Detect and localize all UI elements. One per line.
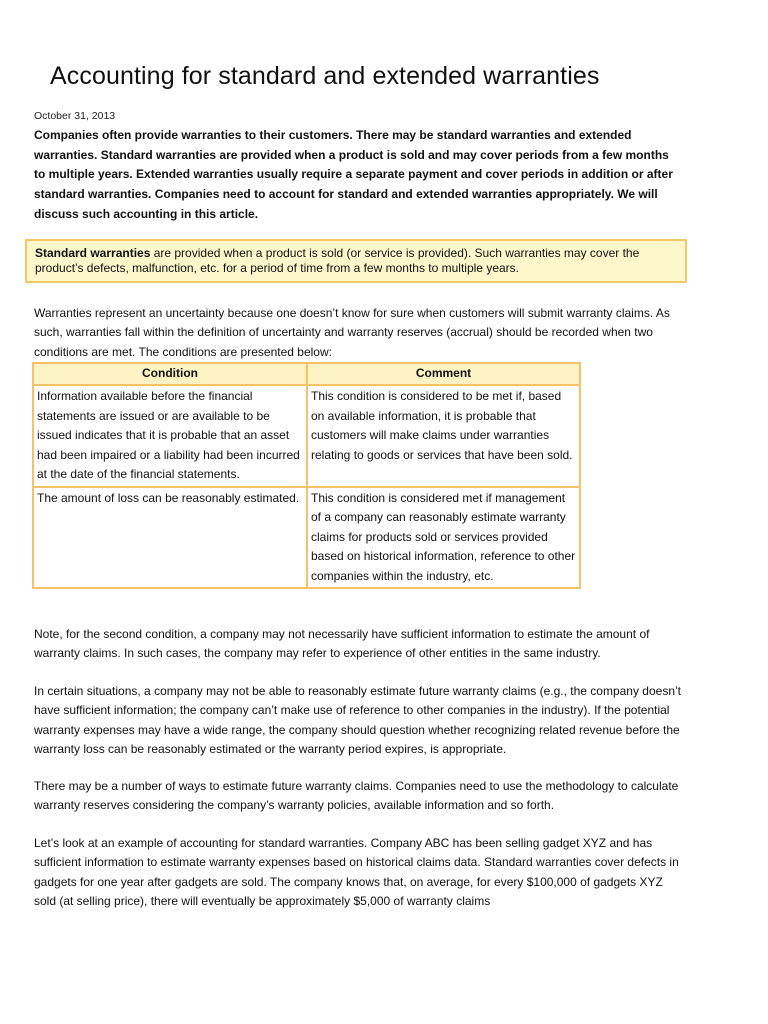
paragraph-uncertainty: Warranties represent an uncertainty because one doesn’t know for sure when customers will submit warranty claims. As such, warranties fall within the definition of uncertainty and warranty reserves (accrual) should be recorded when two conditions are met. The conditions are presented below: xyxy=(34,306,670,359)
paragraph-example: Let’s look at an example of accounting for standard warranties. Company ABC has been selling gadget XYZ and has sufficient information to estimate warranty expenses based on historical claims data. Standard warranties cover defects in gadgets for one year after gadgets are sold. The company knows that, on average, for every $100,000 of gadgets XYZ sold (at selling price), there will eventually be approximately $5,000 of warranty claims xyxy=(34,836,679,908)
table-header-row xyxy=(33,363,580,385)
callout-text: are provided when a product is sold (or service is provided). Such warranties may cover the product’s defects, malfunction, etc. for a period of time from a few months to multiple years. xyxy=(35,246,640,275)
column-header-condition: Condition xyxy=(33,363,307,385)
paragraph-methods: There may be a number of ways to estimate future warranty claims. Companies need to use the methodology to calculate warranty reserves considering the company’s warranty policies, available information and so forth. xyxy=(34,779,679,813)
condition-cell: Information available before the financial statements are issued or are available to be issued indicates that it is probable that an asset had been impaired or a liability had been incurred at the date of the financial statements. xyxy=(33,385,307,487)
table-row xyxy=(33,487,580,589)
article-date: October 31, 2013 xyxy=(34,110,116,122)
intro-paragraph: Companies often provide warranties to their customers. There may be standard warranties and extended warranties. Standard warranties are provided when a product is sold and may cover periods from a few months to multiple years. Extended warranties usually require a separate payment and cover periods in addition or after standard warranties. Companies need to account for standard and extended warranties appropriately. We will discuss such accounting in this article. xyxy=(34,128,673,221)
paragraph-note: Note, for the second condition, a company may not necessarily have sufficient information to estimate the amount of warranty claims. In such cases, the company may refer to experience of other entities in the same industry. xyxy=(34,627,650,661)
conditions-table xyxy=(32,362,581,589)
table-row xyxy=(33,385,580,487)
condition-cell: The amount of loss can be reasonably estimated. xyxy=(33,487,307,589)
paragraph-certain-situations: In certain situations, a company may not be able to reasonably estimate future warranty claims (e.g., the company doesn’t have sufficient information; the company can’t make use of reference to other companies in the industry). If the potential warranty expenses may have a wide range, the company should question whether recognizing related revenue before the warranty loss can be reasonably estimated or the warranty period expires, is appropriate. xyxy=(34,684,681,756)
comment-cell: This condition is considered met if management of a company can reasonably estimate warranty claims for products sold or services provided based on historical information, reference to other companies within the industry, etc. xyxy=(307,487,580,589)
page-title: Accounting for standard and extended warranties xyxy=(50,62,600,90)
column-header-comment: Comment xyxy=(307,363,580,385)
standard-warranties-callout xyxy=(25,239,687,283)
callout-term: Standard warranties xyxy=(35,246,151,260)
comment-cell: This condition is considered to be met if, based on available information, it is probable that customers will make claims under warranties relating to goods or services that have been sold. xyxy=(307,385,580,487)
